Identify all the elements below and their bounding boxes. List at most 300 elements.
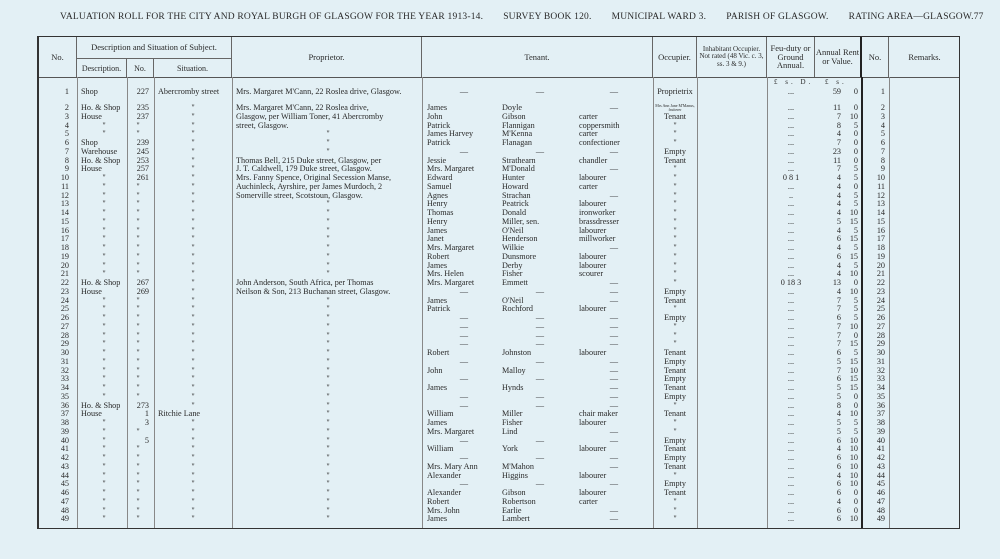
col-situation: Situation. <box>154 58 232 77</box>
tenant-surname: Johnston <box>502 349 532 357</box>
situation: " <box>191 331 195 340</box>
tenant-first-name: Patrick <box>427 139 451 147</box>
house-number: " <box>136 392 140 401</box>
row-number: 10 <box>60 174 69 182</box>
house-number: " <box>136 235 140 244</box>
house-number: 227 <box>136 88 149 96</box>
description: " <box>102 191 106 200</box>
occupier: " <box>673 226 677 235</box>
description: " <box>102 270 106 279</box>
feu-duty: ... <box>787 384 795 392</box>
rent-pounds: 4 <box>836 471 841 480</box>
rent-shillings: 0 <box>853 130 858 139</box>
row-number-right: 42 <box>876 454 885 462</box>
row-number: 21 <box>60 270 69 279</box>
occupier: Tenant <box>663 366 687 375</box>
proprietor: " <box>326 200 330 209</box>
description: " <box>102 506 106 515</box>
proprietor: " <box>326 244 330 252</box>
tenant-first-name: Samuel <box>427 182 452 191</box>
house-number: " <box>136 322 140 331</box>
rent-shillings: 5 <box>853 427 858 436</box>
table-row <box>39 332 959 341</box>
tenant-surname: Hynds <box>502 384 524 392</box>
situation: " <box>191 515 195 524</box>
row-number-right: 7 <box>880 147 885 156</box>
tenant-first-name: — <box>459 147 469 156</box>
rent-shillings: 5 <box>853 261 858 270</box>
occupier: " <box>673 497 677 506</box>
tenant-occupation: — <box>609 436 619 445</box>
proprietor: " <box>326 252 330 261</box>
rent-pounds: 4 <box>836 209 841 217</box>
tenant-first-name: — <box>459 480 469 489</box>
house-number: " <box>136 357 140 366</box>
tenant-surname: Miller <box>502 410 523 419</box>
ward: MUNICIPAL WARD 3. <box>611 12 707 22</box>
situation: " <box>191 112 195 121</box>
rent-pounds: 6 <box>836 375 841 384</box>
rent-pounds: 6 <box>836 480 841 489</box>
row-number: 15 <box>60 217 69 226</box>
tenant-surname: Howard <box>502 182 529 191</box>
tenant-first-name: John <box>427 366 443 375</box>
description: Ho. & Shop <box>81 401 121 410</box>
feu-duty: ... <box>787 497 795 506</box>
page-header <box>60 12 984 22</box>
tenant-first-name: Jessie <box>427 156 447 165</box>
tenant-surname: — <box>535 392 545 401</box>
feu-duty: ... <box>787 392 795 401</box>
row-number: 41 <box>60 445 69 454</box>
situation: " <box>191 174 195 182</box>
row-number-right: 39 <box>876 427 885 436</box>
table-row <box>39 375 959 384</box>
description: House <box>81 165 102 174</box>
row-number-right: 4 <box>880 121 885 130</box>
house-number: " <box>136 226 140 235</box>
tenant-first-name: Mrs. Mary Ann <box>427 462 478 471</box>
occupier: " <box>673 130 677 139</box>
feu-duty: ... <box>787 147 795 156</box>
rent-shillings: 10 <box>849 515 858 524</box>
tenant-occupation: — <box>609 375 619 384</box>
occupier: " <box>673 401 677 410</box>
table-row <box>39 367 959 376</box>
proprietor: Thomas Bell, 215 Duke street, Glasgow, per <box>236 156 382 165</box>
row-number-right: 20 <box>876 261 885 270</box>
row-number: 20 <box>60 261 69 270</box>
row-number: 29 <box>60 340 69 349</box>
rent-shillings: 10 <box>849 209 858 217</box>
row-number: 5 <box>64 130 69 139</box>
rent-shillings: 0 <box>853 279 858 287</box>
tenant-occupation: labourer <box>579 226 607 235</box>
row-number-right: 17 <box>876 235 885 244</box>
occupier: " <box>673 139 677 147</box>
feu-duty: ... <box>787 244 795 252</box>
rent-shillings: 0 <box>853 489 858 497</box>
row-number: 8 <box>64 156 69 165</box>
occupier: " <box>673 506 677 515</box>
rent-pounds: 6 <box>836 506 841 515</box>
tenant-occupation: — <box>609 401 619 410</box>
tenant-surname: Doyle <box>502 104 523 112</box>
rent-shillings: 0 <box>853 139 858 147</box>
row-number: 43 <box>60 462 69 471</box>
tenant-first-name: Mrs. Helen <box>427 270 464 279</box>
situation: " <box>191 182 195 191</box>
table-row <box>39 297 959 306</box>
rent-pounds: 7 <box>836 340 841 349</box>
tenant-first-name: Alexander <box>427 471 462 480</box>
description: " <box>102 462 106 471</box>
situation: " <box>191 270 195 279</box>
row-number-right: 21 <box>876 270 885 279</box>
tenant-first-name: James <box>427 104 448 112</box>
proprietor: " <box>326 515 330 524</box>
feu-duty: ... <box>787 419 795 427</box>
description: " <box>102 515 106 524</box>
description: " <box>102 261 106 270</box>
occupier: " <box>673 209 677 217</box>
occupier: " <box>673 200 677 209</box>
occupier: " <box>673 217 677 226</box>
feu-duty: ... <box>787 217 795 226</box>
rent-shillings: 0 <box>853 401 858 410</box>
feu-duty: ... <box>787 515 795 524</box>
occupier: Proprietrix <box>657 88 693 96</box>
rent-pounds: 13 <box>832 279 841 287</box>
situation: " <box>191 296 195 305</box>
rent-shillings: 15 <box>849 340 858 349</box>
situation: " <box>191 349 195 357</box>
rent-shillings: 10 <box>849 471 858 480</box>
table-row <box>39 227 959 236</box>
tenant-occupation: — <box>609 314 619 322</box>
tenant-first-name: Mrs. Margaret <box>427 279 475 287</box>
feu-duty: ... <box>787 139 795 147</box>
tenant-occupation: chair maker <box>579 410 618 419</box>
tenant-first-name: — <box>459 287 469 296</box>
house-number: 269 <box>136 287 149 296</box>
situation: " <box>191 427 195 436</box>
proprietor: Auchinleck, Ayrshire, per James Murdoch, 2 <box>236 182 383 191</box>
tenant-first-name: — <box>459 88 469 96</box>
row-number: 40 <box>60 436 69 445</box>
table-row <box>39 262 959 271</box>
occupier: Empty <box>664 436 686 445</box>
table-row <box>39 410 959 419</box>
tenant-occupation: confectioner <box>579 139 620 147</box>
feu-duty: ... <box>787 226 795 235</box>
description: House <box>81 287 102 296</box>
row-number: 23 <box>60 287 69 296</box>
tenant-surname: — <box>535 480 545 489</box>
occupier: Tenant <box>663 156 687 165</box>
table-row <box>39 454 959 463</box>
row-number: 27 <box>60 322 69 331</box>
feu-duty: ... <box>787 410 795 419</box>
tenant-occupation: — <box>609 147 619 156</box>
rent-shillings: 5 <box>853 165 858 174</box>
row-number-right: 3 <box>880 112 885 121</box>
table-row <box>39 218 959 227</box>
proprietor: " <box>326 462 330 471</box>
row-number: 49 <box>60 515 69 524</box>
table-row <box>39 253 959 262</box>
row-number: 48 <box>60 506 69 515</box>
tenant-surname: Derby <box>502 261 523 270</box>
rent-shillings: 10 <box>849 270 858 279</box>
house-number: " <box>136 252 140 261</box>
rent-shillings: 15 <box>849 375 858 384</box>
rent-pounds: 4 <box>836 261 841 270</box>
situation: " <box>191 279 195 287</box>
house-number: " <box>136 244 140 252</box>
table-row <box>39 419 959 428</box>
rent-pounds: 5 <box>836 419 841 427</box>
tenant-occupation: — <box>609 296 619 305</box>
tenant-surname: O'Neil <box>502 296 524 305</box>
proprietor: Neilson & Son, 213 Buchanan street, Glasgow. <box>236 287 391 296</box>
house-number: 261 <box>136 174 149 182</box>
tenant-first-name: Janet <box>427 235 444 244</box>
tenant-first-name: Edward <box>427 174 453 182</box>
rent-shillings: 10 <box>849 436 858 445</box>
tenant-surname: Fisher <box>502 270 523 279</box>
tenant-first-name: Alexander <box>427 489 462 497</box>
proprietor: " <box>326 235 330 244</box>
feu-duty: ... <box>787 366 795 375</box>
occupier: " <box>673 471 677 480</box>
row-number: 45 <box>60 480 69 489</box>
situation: " <box>191 235 195 244</box>
feu-duty: ... <box>787 200 795 209</box>
row-number: 31 <box>60 357 69 366</box>
rent-pounds: 7 <box>836 112 841 121</box>
house-number: " <box>136 331 140 340</box>
col-tenant: Tenant. <box>422 37 653 77</box>
rent-pounds: 4 <box>836 445 841 454</box>
rent-shillings: 10 <box>849 445 858 454</box>
row-number-right: 36 <box>876 401 885 410</box>
row-number: 33 <box>60 375 69 384</box>
description: " <box>102 384 106 392</box>
col-no: No. <box>39 37 77 77</box>
rent-shillings: 5 <box>853 200 858 209</box>
situation: " <box>191 191 195 200</box>
tenant-occupation: — <box>609 88 619 96</box>
occupier: " <box>673 165 677 174</box>
description: Shop <box>81 88 98 96</box>
house-number: " <box>136 480 140 489</box>
tenant-first-name: James <box>427 419 448 427</box>
situation: Abercromby street <box>158 88 220 96</box>
proprietor: " <box>326 357 330 366</box>
tenant-surname: — <box>535 454 545 462</box>
feu-duty: ... <box>787 427 795 436</box>
proprietor: " <box>326 296 330 305</box>
table-body <box>39 88 959 524</box>
rent-pounds: 6 <box>836 462 841 471</box>
house-number: 5 <box>144 436 149 445</box>
rent-shillings: 10 <box>849 287 858 296</box>
rent-shillings: 5 <box>853 305 858 314</box>
rent-pounds: 7 <box>836 366 841 375</box>
rent-shillings: 5 <box>853 419 858 427</box>
house-number: " <box>136 314 140 322</box>
proprietor: " <box>326 445 330 454</box>
row-number: 34 <box>60 384 69 392</box>
situation: " <box>191 322 195 331</box>
rent-pounds: 7 <box>836 296 841 305</box>
tenant-first-name: Robert <box>427 497 450 506</box>
occupier: Tenant <box>663 445 687 454</box>
house-number: " <box>136 200 140 209</box>
occupier: " <box>673 121 677 130</box>
feu-duty: ... <box>787 506 795 515</box>
survey-book: SURVEY BOOK 120. <box>503 12 592 22</box>
rent-pounds: 7 <box>836 165 841 174</box>
situation: " <box>191 462 195 471</box>
row-number-right: 38 <box>876 419 885 427</box>
tenant-occupation: — <box>609 340 619 349</box>
feu-duty: ... <box>787 462 795 471</box>
row-number-right: 8 <box>880 156 885 165</box>
proprietor: " <box>326 375 330 384</box>
row-number-right: 30 <box>876 349 885 357</box>
rent-pounds: 7 <box>836 139 841 147</box>
table-row <box>39 437 959 446</box>
tenant-surname: — <box>535 375 545 384</box>
rent-pounds: 4 <box>836 130 841 139</box>
rent-units: £ s. <box>825 78 847 86</box>
occupier: Empty <box>664 375 686 384</box>
rent-pounds: 5 <box>836 357 841 366</box>
proprietor: " <box>326 497 330 506</box>
house-number: " <box>136 506 140 515</box>
tenant-first-name: Mrs. Margaret <box>427 244 475 252</box>
proprietor: " <box>326 209 330 217</box>
row-number-right: 23 <box>876 287 885 296</box>
feu-units: £ s. D. <box>774 78 814 86</box>
feu-duty: ... <box>787 445 795 454</box>
tenant-first-name: Henry <box>427 200 448 209</box>
tenant-occupation: carter <box>579 497 598 506</box>
tenant-occupation: — <box>609 279 619 287</box>
tenant-first-name: — <box>459 436 469 445</box>
tenant-first-name: Mrs. Margaret <box>427 427 475 436</box>
occupier: " <box>673 252 677 261</box>
tenant-surname: — <box>535 357 545 366</box>
proprietor: " <box>326 314 330 322</box>
rent-pounds: 5 <box>836 217 841 226</box>
tenant-first-name: Patrick <box>427 121 451 130</box>
situation: " <box>191 436 195 445</box>
rent-shillings: 5 <box>853 191 858 200</box>
rent-shillings: 0 <box>853 497 858 506</box>
tenant-occupation: — <box>609 191 619 200</box>
description: " <box>102 252 106 261</box>
proprietor: " <box>326 270 330 279</box>
tenant-surname: Lind <box>502 427 518 436</box>
description: " <box>102 226 106 235</box>
row-number-right: 6 <box>880 139 885 147</box>
description: " <box>102 427 106 436</box>
row-number: 46 <box>60 489 69 497</box>
situation: " <box>191 419 195 427</box>
rent-pounds: 7 <box>836 305 841 314</box>
feu-duty: ... <box>787 314 795 322</box>
tenant-surname: Gibson <box>502 489 526 497</box>
tenant-occupation: carter <box>579 130 598 139</box>
feu-duty: ... <box>787 112 795 121</box>
proprietor: " <box>326 340 330 349</box>
tenant-surname: Rochford <box>502 305 533 314</box>
proprietor: John Anderson, South Africa, per Thomas <box>236 279 374 287</box>
table-row <box>39 305 959 314</box>
table-row <box>39 209 959 218</box>
feu-duty: ... <box>787 270 795 279</box>
tenant-surname: — <box>535 88 545 96</box>
feu-duty: ... <box>787 305 795 314</box>
tenant-occupation: — <box>609 366 619 375</box>
row-number: 19 <box>60 252 69 261</box>
rent-pounds: 6 <box>836 489 841 497</box>
situation: " <box>191 130 195 139</box>
row-number-right: 9 <box>880 165 885 174</box>
rent-shillings: 10 <box>849 462 858 471</box>
col-description: Description. <box>77 58 127 77</box>
occupier: Empty <box>664 357 686 366</box>
tenant-occupation: — <box>609 357 619 366</box>
proprietor: " <box>326 349 330 357</box>
feu-duty: ... <box>787 165 795 174</box>
tenant-occupation: — <box>609 480 619 489</box>
occupier: Tenant <box>663 349 687 357</box>
feu-duty: ... <box>787 209 795 217</box>
proprietor: " <box>326 226 330 235</box>
house-number: " <box>136 366 140 375</box>
proprietor: " <box>326 331 330 340</box>
house-number: " <box>136 305 140 314</box>
description: " <box>102 349 106 357</box>
description: " <box>102 497 106 506</box>
tenant-occupation: labourer <box>579 419 607 427</box>
proprietor: " <box>326 130 330 139</box>
rent-shillings: 5 <box>853 121 858 130</box>
tenant-surname: Malloy <box>502 366 526 375</box>
tenant-first-name: Thomas <box>427 209 454 217</box>
tenant-occupation: labourer <box>579 174 607 182</box>
description: " <box>102 209 106 217</box>
description: Shop <box>81 139 98 147</box>
occupier: " <box>673 244 677 252</box>
row-number-right: 12 <box>876 191 885 200</box>
table-row <box>39 340 959 349</box>
tenant-occupation: labourer <box>579 445 607 454</box>
rent-pounds: 6 <box>836 235 841 244</box>
description: " <box>102 375 106 384</box>
feu-duty: ... <box>787 401 795 410</box>
house-number: " <box>136 130 140 139</box>
rent-shillings: 15 <box>849 384 858 392</box>
rent-shillings: 5 <box>853 174 858 182</box>
row-number: 18 <box>60 244 69 252</box>
tenant-surname: — <box>535 340 545 349</box>
description: " <box>102 331 106 340</box>
